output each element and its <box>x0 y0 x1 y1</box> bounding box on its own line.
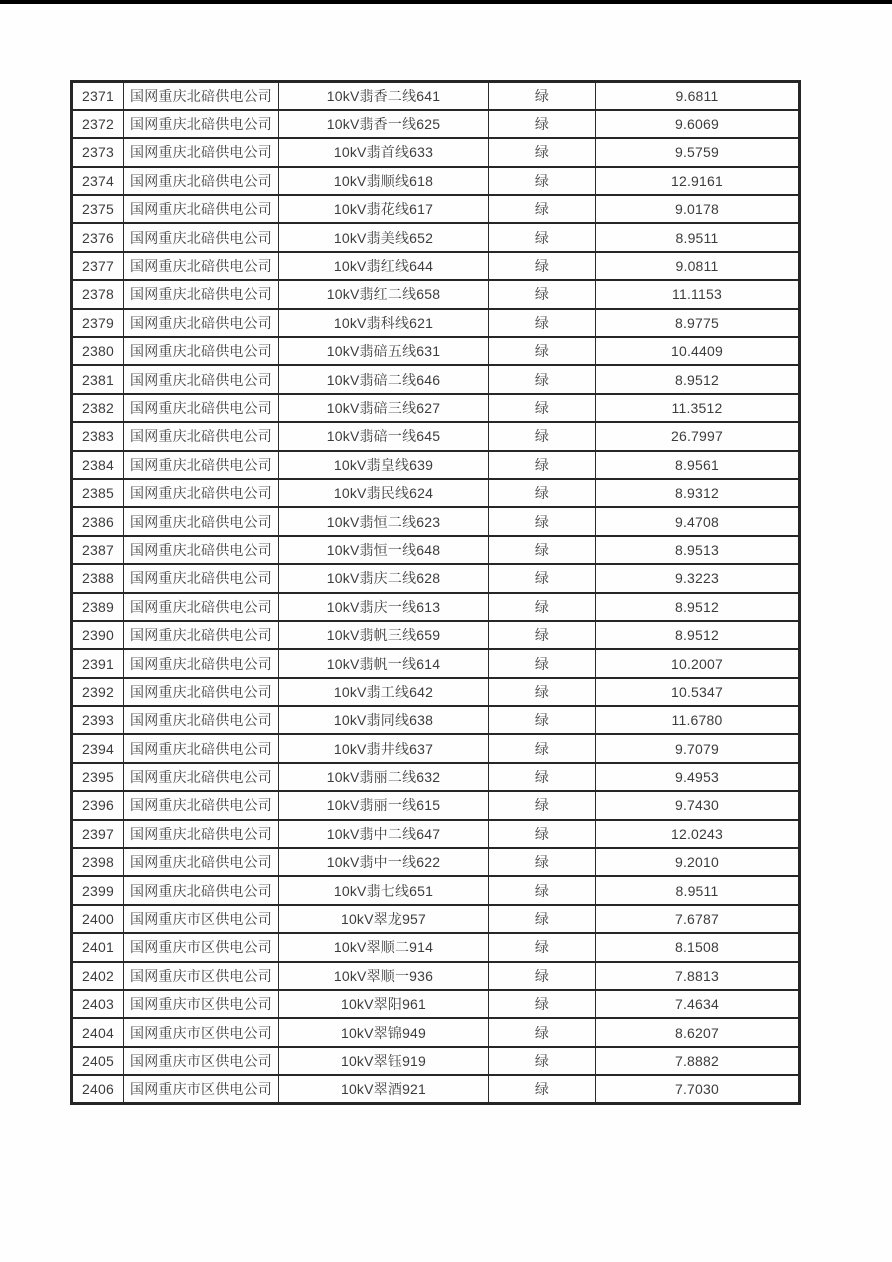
cell-row-number: 2402 <box>72 962 124 990</box>
cell-company-name: 国网重庆北碚供电公司 <box>124 138 279 166</box>
table-row <box>72 536 800 564</box>
cell-company-name: 国网重庆北碚供电公司 <box>124 479 279 507</box>
cell-status: 绿 <box>489 507 596 535</box>
cell-row-number: 2384 <box>72 451 124 479</box>
cell-status: 绿 <box>489 309 596 337</box>
cell-status: 绿 <box>489 564 596 592</box>
table-row <box>72 82 800 110</box>
cell-status: 绿 <box>489 337 596 365</box>
cell-line-name: 10kV翡丽一线615 <box>279 791 489 819</box>
cell-company-name: 国网重庆北碚供电公司 <box>124 365 279 393</box>
scan-edge-bar <box>0 0 892 4</box>
cell-status: 绿 <box>489 706 596 734</box>
cell-company-name: 国网重庆北碚供电公司 <box>124 820 279 848</box>
table-row <box>72 138 800 166</box>
table-row <box>72 167 800 195</box>
cell-value: 9.6811 <box>596 82 800 110</box>
cell-status: 绿 <box>489 365 596 393</box>
table-row <box>72 990 800 1018</box>
cell-company-name: 国网重庆北碚供电公司 <box>124 195 279 223</box>
cell-status: 绿 <box>489 791 596 819</box>
cell-status: 绿 <box>489 1075 596 1103</box>
cell-value: 8.9775 <box>596 309 800 337</box>
table-row <box>72 422 800 450</box>
table-row <box>72 791 800 819</box>
cell-company-name: 国网重庆市区供电公司 <box>124 1075 279 1103</box>
cell-company-name: 国网重庆北碚供电公司 <box>124 110 279 138</box>
cell-value: 9.6069 <box>596 110 800 138</box>
table-row <box>72 621 800 649</box>
cell-value: 10.4409 <box>596 337 800 365</box>
cell-value: 10.5347 <box>596 678 800 706</box>
table-row <box>72 1047 800 1075</box>
cell-company-name: 国网重庆北碚供电公司 <box>124 593 279 621</box>
cell-company-name: 国网重庆北碚供电公司 <box>124 451 279 479</box>
cell-value: 7.8882 <box>596 1047 800 1075</box>
table-row <box>72 365 800 393</box>
cell-status: 绿 <box>489 1018 596 1046</box>
cell-line-name: 10kV翡花线617 <box>279 195 489 223</box>
table-row <box>72 252 800 280</box>
cell-row-number: 2385 <box>72 479 124 507</box>
cell-value: 8.9561 <box>596 451 800 479</box>
cell-row-number: 2380 <box>72 337 124 365</box>
cell-value: 9.5759 <box>596 138 800 166</box>
table-body <box>72 82 800 1104</box>
cell-status: 绿 <box>489 933 596 961</box>
cell-status: 绿 <box>489 195 596 223</box>
cell-row-number: 2376 <box>72 223 124 251</box>
cell-row-number: 2397 <box>72 820 124 848</box>
cell-row-number: 2398 <box>72 848 124 876</box>
cell-row-number: 2389 <box>72 593 124 621</box>
cell-row-number: 2381 <box>72 365 124 393</box>
cell-line-name: 10kV翡丽二线632 <box>279 763 489 791</box>
cell-company-name: 国网重庆北碚供电公司 <box>124 678 279 706</box>
cell-row-number: 2395 <box>72 763 124 791</box>
cell-line-name: 10kV翡帆三线659 <box>279 621 489 649</box>
cell-value: 9.3223 <box>596 564 800 592</box>
cell-company-name: 国网重庆北碚供电公司 <box>124 706 279 734</box>
cell-company-name: 国网重庆市区供电公司 <box>124 933 279 961</box>
cell-company-name: 国网重庆北碚供电公司 <box>124 621 279 649</box>
cell-line-name: 10kV翡七线651 <box>279 876 489 904</box>
cell-line-name: 10kV翡科线621 <box>279 309 489 337</box>
cell-row-number: 2383 <box>72 422 124 450</box>
cell-line-name: 10kV翡碚一线645 <box>279 422 489 450</box>
cell-line-name: 10kV翡庆二线628 <box>279 564 489 592</box>
table-row <box>72 479 800 507</box>
cell-company-name: 国网重庆市区供电公司 <box>124 962 279 990</box>
cell-company-name: 国网重庆北碚供电公司 <box>124 223 279 251</box>
cell-company-name: 国网重庆北碚供电公司 <box>124 309 279 337</box>
cell-value: 12.0243 <box>596 820 800 848</box>
cell-row-number: 2394 <box>72 734 124 762</box>
cell-company-name: 国网重庆北碚供电公司 <box>124 507 279 535</box>
table-row <box>72 734 800 762</box>
cell-line-name: 10kV翡恒一线648 <box>279 536 489 564</box>
cell-row-number: 2404 <box>72 1018 124 1046</box>
cell-company-name: 国网重庆北碚供电公司 <box>124 422 279 450</box>
cell-company-name: 国网重庆市区供电公司 <box>124 1018 279 1046</box>
cell-value: 9.7430 <box>596 791 800 819</box>
cell-value: 8.1508 <box>596 933 800 961</box>
cell-row-number: 2382 <box>72 394 124 422</box>
table-row <box>72 706 800 734</box>
cell-value: 7.8813 <box>596 962 800 990</box>
cell-status: 绿 <box>489 138 596 166</box>
table-row <box>72 933 800 961</box>
table-row <box>72 1075 800 1103</box>
table-row <box>72 507 800 535</box>
table-row <box>72 110 800 138</box>
table-row <box>72 763 800 791</box>
cell-row-number: 2374 <box>72 167 124 195</box>
table-row <box>72 223 800 251</box>
table-row <box>72 678 800 706</box>
cell-line-name: 10kV翡美线652 <box>279 223 489 251</box>
cell-line-name: 10kV翠顺一936 <box>279 962 489 990</box>
table-row <box>72 451 800 479</box>
cell-line-name: 10kV翠酒921 <box>279 1075 489 1103</box>
cell-company-name: 国网重庆市区供电公司 <box>124 1047 279 1075</box>
cell-line-name: 10kV翠顺二914 <box>279 933 489 961</box>
cell-company-name: 国网重庆北碚供电公司 <box>124 280 279 308</box>
table-row <box>72 848 800 876</box>
cell-row-number: 2387 <box>72 536 124 564</box>
cell-line-name: 10kV翡香二线641 <box>279 82 489 110</box>
cell-company-name: 国网重庆北碚供电公司 <box>124 82 279 110</box>
cell-row-number: 2399 <box>72 876 124 904</box>
table-row <box>72 876 800 904</box>
cell-company-name: 国网重庆北碚供电公司 <box>124 337 279 365</box>
cell-status: 绿 <box>489 848 596 876</box>
cell-status: 绿 <box>489 876 596 904</box>
cell-value: 9.2010 <box>596 848 800 876</box>
cell-row-number: 2372 <box>72 110 124 138</box>
cell-company-name: 国网重庆北碚供电公司 <box>124 876 279 904</box>
cell-company-name: 国网重庆市区供电公司 <box>124 905 279 933</box>
cell-company-name: 国网重庆市区供电公司 <box>124 990 279 1018</box>
cell-status: 绿 <box>489 536 596 564</box>
cell-value: 26.7997 <box>596 422 800 450</box>
cell-line-name: 10kV翡帆一线614 <box>279 649 489 677</box>
cell-row-number: 2392 <box>72 678 124 706</box>
cell-company-name: 国网重庆北碚供电公司 <box>124 848 279 876</box>
cell-status: 绿 <box>489 734 596 762</box>
cell-value: 9.7079 <box>596 734 800 762</box>
cell-row-number: 2375 <box>72 195 124 223</box>
cell-row-number: 2373 <box>72 138 124 166</box>
cell-status: 绿 <box>489 451 596 479</box>
cell-value: 11.1153 <box>596 280 800 308</box>
table-row <box>72 820 800 848</box>
cell-line-name: 10kV翡首线633 <box>279 138 489 166</box>
cell-status: 绿 <box>489 962 596 990</box>
cell-line-name: 10kV翡恒二线623 <box>279 507 489 535</box>
cell-value: 7.7030 <box>596 1075 800 1103</box>
cell-company-name: 国网重庆北碚供电公司 <box>124 394 279 422</box>
cell-row-number: 2388 <box>72 564 124 592</box>
cell-line-name: 10kV翡香一线625 <box>279 110 489 138</box>
cell-status: 绿 <box>489 479 596 507</box>
cell-status: 绿 <box>489 905 596 933</box>
table-row <box>72 1018 800 1046</box>
cell-line-name: 10kV翡红线644 <box>279 252 489 280</box>
cell-value: 11.3512 <box>596 394 800 422</box>
table-row <box>72 564 800 592</box>
cell-value: 12.9161 <box>596 167 800 195</box>
table-row <box>72 280 800 308</box>
cell-status: 绿 <box>489 223 596 251</box>
cell-value: 8.9512 <box>596 621 800 649</box>
cell-line-name: 10kV翡井线637 <box>279 734 489 762</box>
cell-line-name: 10kV翡中二线647 <box>279 820 489 848</box>
cell-status: 绿 <box>489 252 596 280</box>
cell-status: 绿 <box>489 649 596 677</box>
power-lines-table <box>70 80 801 1105</box>
cell-status: 绿 <box>489 280 596 308</box>
cell-row-number: 2403 <box>72 990 124 1018</box>
cell-value: 10.2007 <box>596 649 800 677</box>
cell-company-name: 国网重庆北碚供电公司 <box>124 791 279 819</box>
cell-value: 9.0178 <box>596 195 800 223</box>
cell-value: 8.9512 <box>596 365 800 393</box>
cell-value: 8.9511 <box>596 223 800 251</box>
cell-value: 8.9511 <box>596 876 800 904</box>
cell-status: 绿 <box>489 621 596 649</box>
cell-company-name: 国网重庆北碚供电公司 <box>124 167 279 195</box>
cell-status: 绿 <box>489 763 596 791</box>
cell-value: 9.0811 <box>596 252 800 280</box>
cell-row-number: 2405 <box>72 1047 124 1075</box>
cell-row-number: 2393 <box>72 706 124 734</box>
table-row <box>72 593 800 621</box>
cell-value: 8.9513 <box>596 536 800 564</box>
cell-row-number: 2378 <box>72 280 124 308</box>
cell-status: 绿 <box>489 593 596 621</box>
cell-row-number: 2406 <box>72 1075 124 1103</box>
cell-line-name: 10kV翡同线638 <box>279 706 489 734</box>
cell-line-name: 10kV翡民线624 <box>279 479 489 507</box>
cell-status: 绿 <box>489 110 596 138</box>
cell-row-number: 2401 <box>72 933 124 961</box>
cell-company-name: 国网重庆北碚供电公司 <box>124 252 279 280</box>
cell-status: 绿 <box>489 820 596 848</box>
cell-line-name: 10kV翠龙957 <box>279 905 489 933</box>
table-row <box>72 195 800 223</box>
cell-value: 8.9512 <box>596 593 800 621</box>
table-row <box>72 309 800 337</box>
cell-line-name: 10kV翡工线642 <box>279 678 489 706</box>
cell-row-number: 2386 <box>72 507 124 535</box>
cell-row-number: 2371 <box>72 82 124 110</box>
cell-line-name: 10kV翠锦949 <box>279 1018 489 1046</box>
cell-line-name: 10kV翡中一线622 <box>279 848 489 876</box>
cell-value: 11.6780 <box>596 706 800 734</box>
cell-status: 绿 <box>489 167 596 195</box>
cell-value: 7.4634 <box>596 990 800 1018</box>
cell-status: 绿 <box>489 394 596 422</box>
cell-line-name: 10kV翡碚二线646 <box>279 365 489 393</box>
cell-line-name: 10kV翡顺线618 <box>279 167 489 195</box>
cell-status: 绿 <box>489 1047 596 1075</box>
cell-row-number: 2390 <box>72 621 124 649</box>
cell-line-name: 10kV翠钰919 <box>279 1047 489 1075</box>
table-row <box>72 649 800 677</box>
cell-value: 8.9312 <box>596 479 800 507</box>
cell-line-name: 10kV翡碚三线627 <box>279 394 489 422</box>
cell-row-number: 2391 <box>72 649 124 677</box>
cell-row-number: 2396 <box>72 791 124 819</box>
cell-status: 绿 <box>489 422 596 450</box>
cell-company-name: 国网重庆北碚供电公司 <box>124 763 279 791</box>
cell-row-number: 2377 <box>72 252 124 280</box>
cell-company-name: 国网重庆北碚供电公司 <box>124 734 279 762</box>
cell-value: 9.4953 <box>596 763 800 791</box>
cell-line-name: 10kV翡碚五线631 <box>279 337 489 365</box>
cell-line-name: 10kV翡庆一线613 <box>279 593 489 621</box>
table-row <box>72 905 800 933</box>
cell-status: 绿 <box>489 990 596 1018</box>
table-row <box>72 337 800 365</box>
cell-company-name: 国网重庆北碚供电公司 <box>124 649 279 677</box>
cell-company-name: 国网重庆北碚供电公司 <box>124 564 279 592</box>
cell-company-name: 国网重庆北碚供电公司 <box>124 536 279 564</box>
cell-status: 绿 <box>489 678 596 706</box>
cell-line-name: 10kV翡红二线658 <box>279 280 489 308</box>
cell-row-number: 2400 <box>72 905 124 933</box>
table-row <box>72 394 800 422</box>
cell-row-number: 2379 <box>72 309 124 337</box>
table-row <box>72 962 800 990</box>
cell-value: 8.6207 <box>596 1018 800 1046</box>
cell-value: 7.6787 <box>596 905 800 933</box>
cell-line-name: 10kV翡皇线639 <box>279 451 489 479</box>
cell-value: 9.4708 <box>596 507 800 535</box>
cell-status: 绿 <box>489 82 596 110</box>
cell-line-name: 10kV翠阳961 <box>279 990 489 1018</box>
